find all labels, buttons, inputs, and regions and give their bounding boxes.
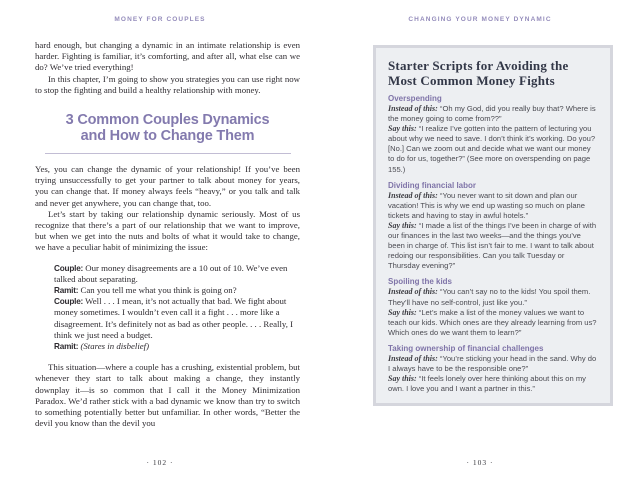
say-text: “Let’s make a list of the money values we want to teach our kids. Which ones are they already learning from us? Which ones do we want them to learn?”	[388, 307, 597, 337]
script-section-taking-ownership	[388, 344, 598, 394]
say-label: Say this:	[388, 220, 417, 230]
say-label: Say this:	[388, 307, 417, 317]
instead-text: “You never want to sit down and plan our vacation! This is why we end up wasting so much on plane tickets and having to stay in awful hotels.”	[388, 190, 585, 220]
paragraph: hard enough, but changing a dynamic in an intimate relationship is even harder. Fighting is familiar, it’s comforting, and after all, what else can we do? We’ve tried everything!	[35, 40, 300, 73]
dialogue-speaker: Couple:	[54, 297, 84, 307]
say-this-line	[388, 124, 598, 174]
script-section-dividing-financial-labor	[388, 181, 598, 272]
dialogue-line	[54, 285, 294, 296]
paragraph: Yes, you can change the dynamic of your relationship! If you’ve been trying unsuccessfully to get your partner to talk about money for years, you can change that. If money always feels “heavy,” or you talk and talk and never get anywhere, you can change that, too.	[35, 164, 300, 208]
script-section-heading: Dividing financial labor	[388, 180, 477, 190]
right-page-number: · 103 ·	[466, 458, 494, 467]
section-heading-line-1: 3 Common Couples Dynamics	[65, 112, 270, 129]
paragraph: In this chapter, I’m going to show you strategies you can use right now to stop the fighting and build a healthy relationship with money.	[35, 73, 300, 95]
say-label: Say this:	[388, 124, 417, 134]
instead-of-this-line	[388, 191, 598, 221]
right-page	[320, 0, 640, 480]
script-section-heading: Spoiling the kids	[388, 277, 453, 287]
dialogue-line	[54, 341, 294, 352]
paragraph: This situation—where a couple has a crushing, existential problem, but whenever they start to talk about making a change, they instantly downplay it—is so common that I call it the Money Minimization Paradox. We’d rather stick with a bad dynamic we know than try to switch to something potentially better but unfamiliar. In other words, “Better the devil you know than the devil you	[35, 362, 300, 429]
say-label: Say this:	[388, 374, 417, 384]
instead-text: “You can’t say no to the kids! You spoil them. They’ll have no self-control, just like you.”	[388, 287, 591, 307]
say-this-line	[388, 221, 598, 271]
instead-label: Instead of this:	[388, 353, 438, 363]
dialogue-text: Can you tell me what you think is going on?	[80, 285, 237, 296]
starter-scripts-box-title	[388, 58, 598, 88]
dialogue-line	[54, 263, 294, 285]
dialogue-speaker: Ramit:	[54, 342, 79, 352]
instead-label: Instead of this:	[388, 104, 438, 113]
instead-of-this-line	[388, 104, 598, 124]
instead-of-this-line	[388, 287, 598, 307]
heading-divider-rule	[45, 153, 291, 154]
dialogue-speaker: Ramit:	[54, 286, 79, 296]
left-page-number: · 102 ·	[146, 458, 174, 467]
script-section-heading: Overspending	[388, 94, 442, 103]
instead-label: Instead of this:	[388, 287, 438, 297]
left-page-body	[35, 40, 300, 429]
dialogue-block	[54, 263, 294, 353]
right-running-head: CHANGING YOUR MONEY DYNAMIC	[408, 16, 552, 23]
script-section-overspending	[388, 94, 598, 175]
paragraph: Let’s start by taking our relationship dynamic seriously. Most of us recognize that there’s a part of our relationship that we want to improve, but when we get into the nuts and bolts of what it would take to change, we have a peculiar habit of minimizing the issue:	[35, 208, 300, 253]
instead-label: Instead of this:	[388, 190, 438, 200]
script-section-heading: Taking ownership of financial challenges	[388, 343, 544, 353]
box-title-line-2: Most Common Money Fights	[388, 73, 555, 88]
say-this-line	[388, 308, 598, 338]
dialogue-line	[54, 296, 294, 341]
say-text: “I made a list of the things I’ve been in charge of with our finances in the last two weeks—and the things you’ve been in charge of. This list isn’t fair to me. I want to talk about redoing our responsibilities. Can you talk Tuesday or Thursday evening?”	[388, 220, 597, 271]
dialogue-text: Our money disagreements are a 10 out of 10. We’ve even talked about separating.	[54, 262, 288, 284]
instead-text: “You’re sticking your head in the sand. Why do I always have to be the responsible one?”	[388, 353, 597, 373]
say-this-line	[388, 374, 598, 394]
dialogue-speaker: Couple:	[54, 263, 84, 273]
box-title-line-1: Starter Scripts for Avoiding the	[388, 58, 569, 73]
left-running-head: MONEY FOR COUPLES	[114, 16, 206, 23]
section-heading-line-2: and How to Change Them	[80, 127, 255, 144]
starter-scripts-box	[373, 45, 613, 406]
instead-of-this-line	[388, 354, 598, 374]
dialogue-stage-direction: (Stares in disbelief)	[80, 341, 150, 352]
say-text: “I realize I’ve gotten into the pattern of lecturing you about why we need to save. I don’t think it’s working. Do you? [No.] Can we zoom out and decide what we want our money to do for us, together?” (See more on overspending on page 155.)	[388, 124, 596, 174]
chapter-section-heading	[35, 113, 300, 144]
dialogue-text: Well . . . I mean, it’s not actually that bad. We fight about money sometimes. I wouldn’t even call it a fight . . . more like a disagreement. It’s definitely not as bad as other people. . . . Really, I think we just need a budget.	[54, 296, 294, 340]
script-section-spoiling-the-kids	[388, 277, 598, 337]
instead-text: “Oh my God, did you really buy that? Where is the money going to come from??”	[388, 104, 596, 124]
say-text: “It feels lonely over here thinking about this on my own. I love you and I want a partner in this.”	[388, 374, 586, 394]
